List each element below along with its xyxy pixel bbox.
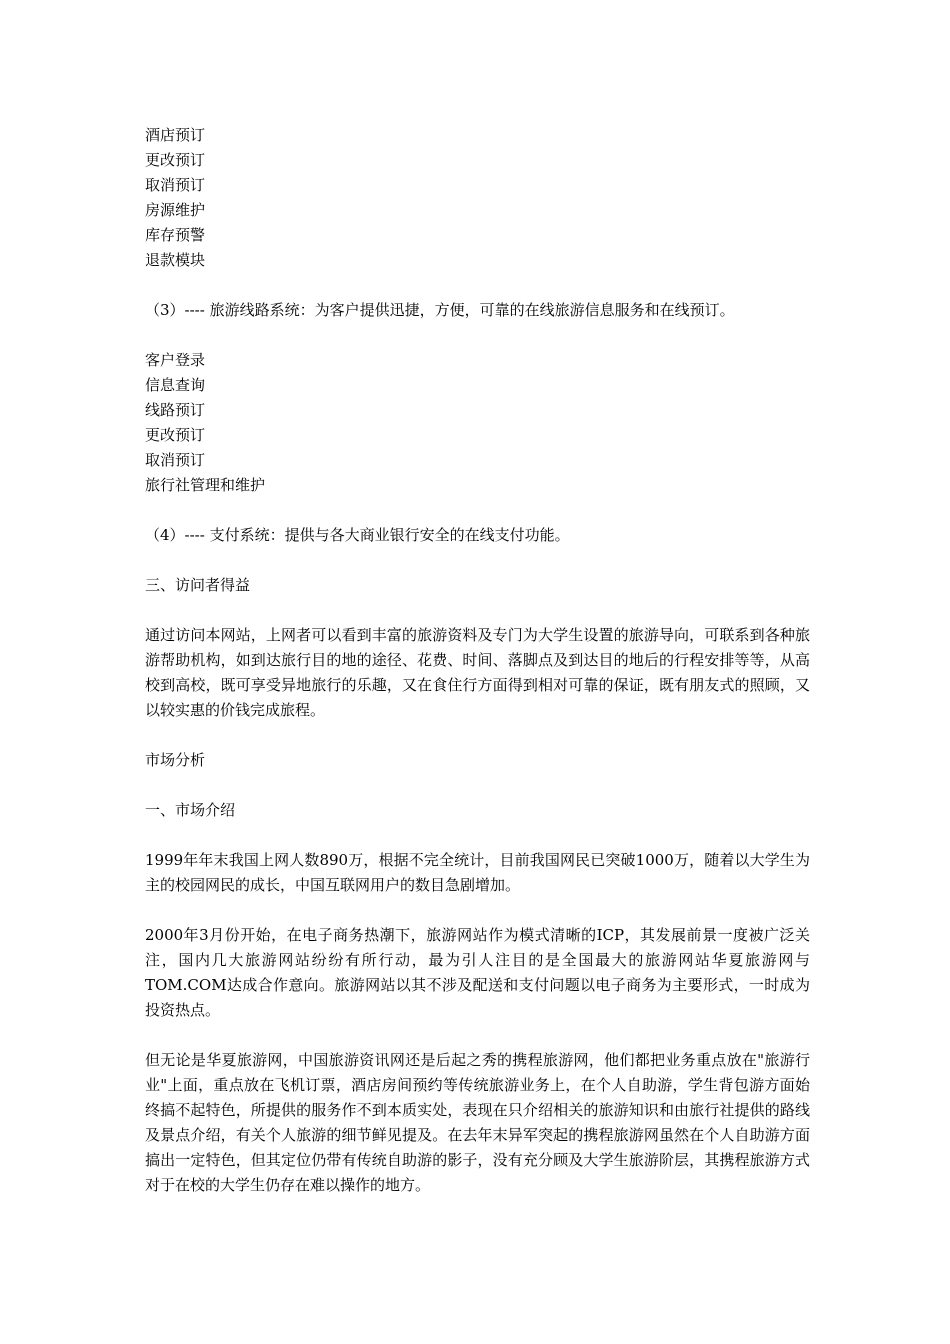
market-para-3: 但无论是华夏旅游网，中国旅游资讯网还是后起之秀的携程旅游网，他们都把业务重点放在"旅游行业"上面，重点放在飞机订票，酒店房间预约等传统旅游业务上，在个人自助游，学生背包游方面始终搞不起特色，所提供的服务作不到本质实处，表现在只介绍相关的旅游知识和由旅行社提供的路线及景点介绍，有关个人旅游的细节鲜见提及。在去年末异军突起的携程旅游网虽然在个人自助游方面搞出一定特色，但其定位仍带有传统自助游的影子，没有充分顾及大学生旅游阶层，其携程旅游方式对于在校的大学生仍存在难以操作的地方。 <box>145 1051 810 1194</box>
list-item: 客户登录 <box>145 351 206 369</box>
market-para-1: 1999年年末我国上网人数890万，根据不完全统计，目前我国网民已突破1000万，随着以大学生为主的校园网民的成长，中国互联网用户的数目急剧增加。 <box>145 851 810 894</box>
market-title: 市场分析 <box>145 751 206 769</box>
list-item: 更改预订 <box>145 426 206 444</box>
list-item: 信息查询 <box>145 376 206 394</box>
payment-heading: （4）---- 支付系统：提供与各大商业银行安全的在线支付功能。 <box>145 526 570 544</box>
section3-body: 通过访问本网站，上网者可以看到丰富的旅游资料及专门为大学生设置的旅游导向，可联系到各种旅游帮助机构，如到达旅行目的地的途径、花费、时间、落脚点及到达目的地后的行程安排等等，从高校到高校，既可享受异地旅行的乐趣，又在食住行方面得到相对可靠的保证，既有朋友式的照顾，又以较实惠的价钱完成旅程。 <box>145 626 810 719</box>
list-item: 更改预订 <box>145 151 206 169</box>
list-item: 库存预警 <box>145 226 206 244</box>
list-item: 取消预订 <box>145 176 206 194</box>
list-item: 酒店预订 <box>145 126 206 144</box>
document-page <box>145 123 810 1198</box>
hotel-items-list <box>145 123 810 273</box>
list-item: 取消预订 <box>145 451 206 469</box>
list-item: 线路预订 <box>145 401 206 419</box>
route-items-list <box>145 348 810 498</box>
list-item: 旅行社管理和维护 <box>145 476 266 494</box>
market-intro-title: 一、市场介绍 <box>145 801 236 819</box>
route-system-heading: （3）---- 旅游线路系统：为客户提供迅捷，方便，可靠的在线旅游信息服务和在线预订。 <box>145 301 735 319</box>
section3-title: 三、访问者得益 <box>145 576 251 594</box>
list-item: 退款模块 <box>145 251 206 269</box>
market-para-2: 2000年3月份开始，在电子商务热潮下，旅游网站作为模式清晰的ICP，其发展前景一度被广泛关注，国内几大旅游网站纷纷有所行动，最为引人注目的是全国最大的旅游网站华夏旅游网与TOM.COM达成合作意向。旅游网站以其不涉及配送和支付问题以电子商务为主要形式，一时成为投资热点。 <box>145 926 810 1019</box>
list-item: 房源维护 <box>145 201 206 219</box>
